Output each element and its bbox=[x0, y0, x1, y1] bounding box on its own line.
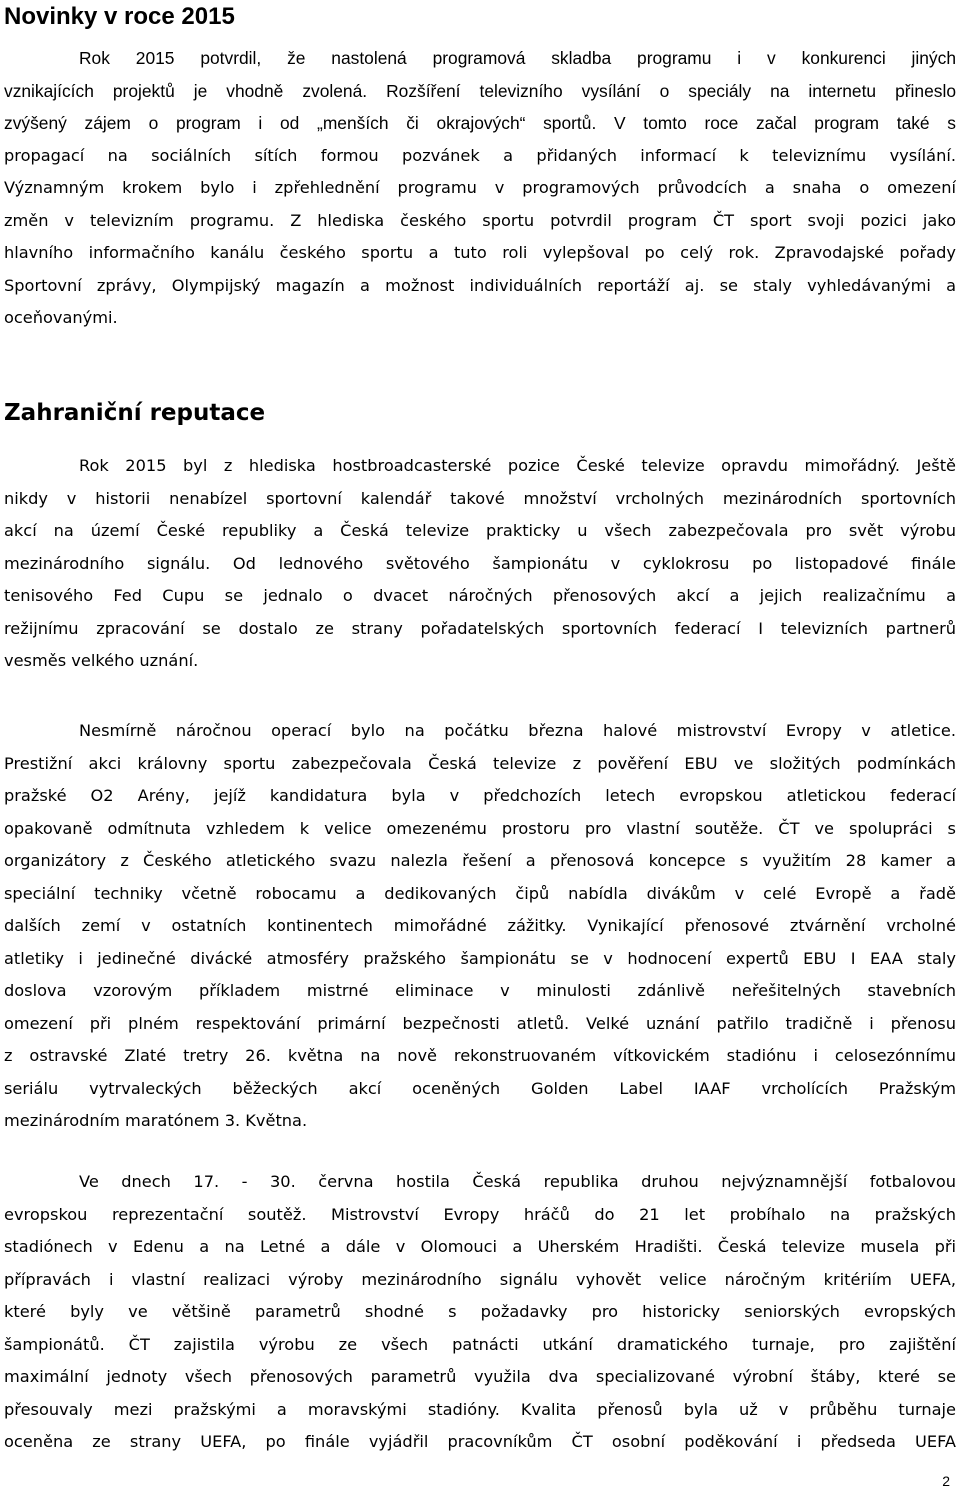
text-line: atletiky i jedinečné divácké atmosféry pražského šampionátu se v hodnocení expertů EBU I EAA staly bbox=[4, 948, 956, 968]
text-line: které byly ve většině parametrů shodné s požadavky pro historicky seniorských evropských bbox=[4, 1302, 956, 1321]
text-line: z ostravské Zlaté tretry 26. května na nově rekonstruovaném vítkovickém stadiónu i celosezónnímu bbox=[4, 1046, 956, 1065]
text-line: vznikajících projektů je vhodně zvolená. Rozšíření televizního vysílání o speciály na internetu přineslo bbox=[4, 80, 956, 101]
text-line: akcí na území České republiky a Česká televize prakticky u všech zabezpečovala pro svět výrobu bbox=[4, 521, 956, 540]
text-line: oceňovanými. bbox=[4, 308, 118, 327]
heading-novinky: Novinky v roce 2015 bbox=[4, 3, 235, 30]
paragraph-fotbal bbox=[4, 1166, 956, 1459]
text-line: zvýšený zájem o program i od „menších či okrajových“ sportů. V tomto roce začal program také s bbox=[4, 113, 956, 133]
text-line: vesměs velkého uznání. bbox=[4, 651, 199, 670]
text-line: přesouvaly mezi pražskými a moravskými stadióny. Kvalita přenosů byla už v průběhu turnaje bbox=[4, 1399, 956, 1419]
text-line: změn v televizním programu. Z hlediska českého sportu potvrdil program ČT sport svoji pozici jako bbox=[4, 210, 956, 230]
text-line: Ve dnech 17. - 30. června hostila Česká republika druhou nejvýznamnější fotbalovou bbox=[79, 1172, 956, 1191]
text-line: Sportovní zprávy, Olympijský magazín a možnost individuálních reportáží aj. se staly vyhledávanými a bbox=[4, 275, 956, 295]
text-line: režijnímu zpracování se dostalo ze strany pořadatelských sportovních federací I televizních partnerů bbox=[4, 618, 956, 638]
text-line: doslova vzorovým příkladem mistrné eliminace v minulosti zdánlivě neřešitelných stavebních bbox=[4, 981, 956, 1000]
text-line: pražské O2 Arény, jejíž kandidatura byla v předchozích letech evropskou atletickou federací bbox=[4, 786, 956, 805]
text-line: mezinárodním maratónem 3. Května. bbox=[4, 1111, 308, 1130]
text-line: Nesmírně náročnou operací bylo na počátku března halové mistrovství Evropy v atletice. bbox=[79, 721, 956, 740]
text-line: oceněna ze strany UEFA, po finále vyjádřil pracovníkům ČT osobní poděkování i předseda UEFA bbox=[4, 1432, 956, 1451]
text-line: mezinárodního signálu. Od lednového světového šampionátu v cyklokrosu po listopadové finále bbox=[4, 553, 956, 573]
text-line: evropskou reprezentační soutěž. Mistrovství Evropy hráčů do 21 let probíhalo na pražských bbox=[4, 1204, 956, 1224]
text-line: omezení při plném respektování primární bezpečnosti atletů. Velké uznání patřilo tradičně i přenosu bbox=[4, 1013, 956, 1033]
heading-zahranicni-reputace: Zahraniční reputace bbox=[4, 400, 266, 426]
paragraph-hostbroadcast bbox=[4, 450, 956, 678]
page-number: 2 bbox=[942, 1473, 950, 1489]
text-line: hlavního informačního kanálu českého sportu a tuto roli vylepšoval po celý rok. Zpravodajské pořady bbox=[4, 243, 956, 262]
text-line: speciální techniky včetně robocamu a dedikovaných čipů nabídla divákům v celé Evropě a řadě bbox=[4, 883, 956, 903]
text-line: Rok 2015 potvrdil, že nastolená programová skladba programu i v konkurenci jiných bbox=[79, 48, 956, 68]
text-line: seriálu vytrvaleckých běžeckých akcí oceněných Golden Label IAAF vrcholících Pražským bbox=[4, 1078, 956, 1098]
text-line: maximální jednoty všech přenosových parametrů využila dva specializované výrobní štáby, které se bbox=[4, 1367, 956, 1386]
text-line: Rok 2015 byl z hlediska hostbroadcasterské pozice České televize opravdu mimořádný. Ještě bbox=[79, 456, 956, 475]
text-line: Prestižní akci královny sportu zabezpečovala Česká televize z pověření EBU ve složitých podmínkách bbox=[4, 753, 956, 773]
text-line: organizátory z Českého atletického svazu nalezla řešení a přenosová koncepce s využitím 28 kamer a bbox=[4, 851, 956, 870]
text-line: stadiónech v Edenu a na Letné a dále v Olomouci a Uherském Hradišti. Česká televize musela při bbox=[4, 1237, 956, 1256]
text-line: tenisového Fed Cupu se jednalo o dvacet náročných přenosových akcí a jejich realizačnímu a bbox=[4, 586, 956, 605]
text-line: opakovaně odmítnuta vzhledem k velice omezenému prostoru pro vlastní soutěže. ČT ve spolupráci s bbox=[4, 818, 956, 838]
text-line: nikdy v historii nenabízel sportovní kalendář takové množství vrcholných mezinárodních sportovních bbox=[4, 488, 956, 508]
text-line: šampionátů. ČT zajistila výrobu ze všech patnácti utkání dramatického turnaje, pro zajištění bbox=[4, 1334, 956, 1354]
paragraph-novinky bbox=[4, 42, 956, 335]
text-line: propagací na sociálních sítích formou pozvánek a přidaných informací k televiznímu vysílání. bbox=[4, 145, 956, 165]
paragraph-atletika bbox=[4, 715, 956, 1138]
text-line: dalších zemí v ostatních kontinentech mimořádné zážitky. Vynikající přenosové ztvárnění vrcholné bbox=[4, 916, 956, 935]
text-line: přípravách i vlastní realizaci výroby mezinárodního signálu vyhovět velice náročným kritériím UEFA, bbox=[4, 1269, 956, 1289]
text-line: Významným krokem bylo i zpřehlednění programu v programových průvodcích a snaha o omezení bbox=[4, 178, 956, 197]
